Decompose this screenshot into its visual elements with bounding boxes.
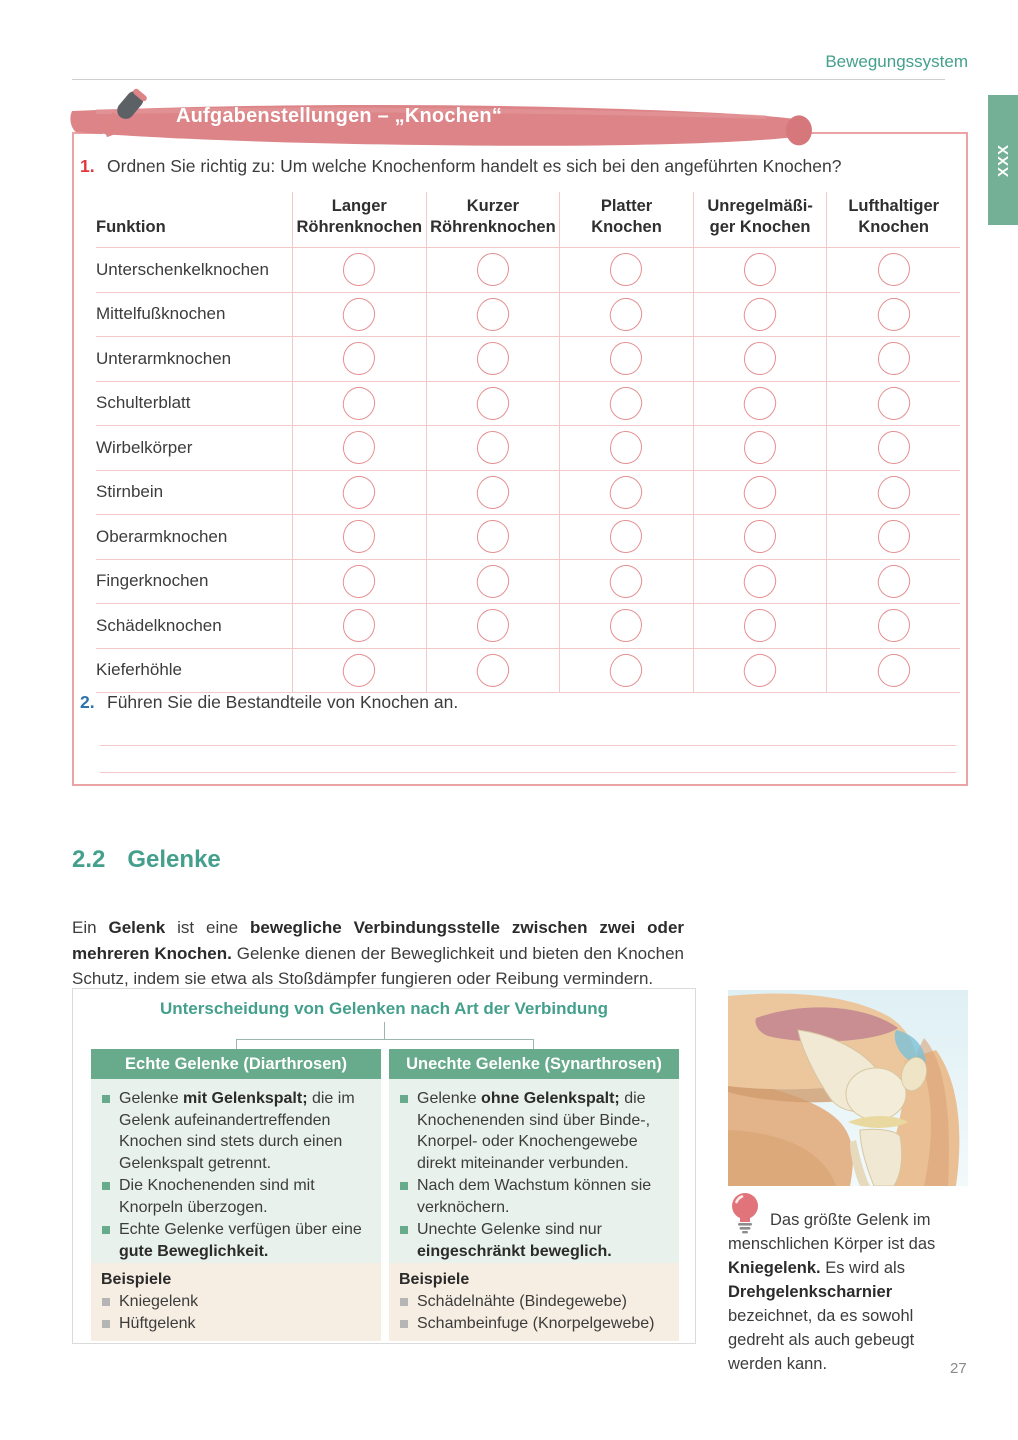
diagram-column-echte-gelenke xyxy=(91,1049,381,1341)
answer-circle[interactable] xyxy=(607,472,646,512)
row-label: Unterarmknochen xyxy=(96,348,232,368)
table-cell xyxy=(559,649,693,693)
table-cell xyxy=(426,293,560,337)
row-label: Stirnbein xyxy=(96,482,164,502)
table-cell xyxy=(292,248,426,292)
column-header: Platter Knochen xyxy=(559,192,693,247)
answer-circle[interactable] xyxy=(473,561,512,601)
table-row xyxy=(96,337,960,382)
table-cell xyxy=(559,515,693,559)
examples-list xyxy=(101,1291,371,1335)
answer-circle[interactable] xyxy=(610,520,642,553)
diagram-column-unechte-gelenke xyxy=(389,1049,679,1341)
answer-circle[interactable] xyxy=(878,609,910,642)
item-text: Gelenke ohne Gelenkspalt; die Knochenenden sind über Binde-, Knorpel- oder Knochengewebe direkt miteinander verbunden. xyxy=(417,1090,651,1172)
table-row xyxy=(96,426,960,471)
square-bullet-icon xyxy=(102,1182,110,1190)
examples-list xyxy=(399,1291,669,1335)
chapter-header: Bewegungssystem xyxy=(825,52,968,71)
column-header: Langer Röhrenknochen xyxy=(292,192,426,247)
table-cell xyxy=(693,426,827,470)
table-cell xyxy=(693,649,827,693)
connector-line xyxy=(384,1022,385,1039)
item-text: Echte Gelenke verfügen über eine gute Beweglichkeit. xyxy=(119,1221,362,1260)
table-row xyxy=(96,248,960,293)
section-intro: Ein Gelenk ist eine bewegliche Verbindungsstelle zwischen zwei oder mehreren Knochen. Gelenke dienen der Beweglichkeit und bieten den Knochen Schutz, indem sie etwa als Stoßdämpfer fungieren oder Reibung vermindern. xyxy=(72,918,685,988)
table-cell xyxy=(426,471,560,515)
table-cell xyxy=(426,560,560,604)
square-bullet-icon xyxy=(102,1095,110,1103)
column-header: Lufthaltiger Knochen xyxy=(826,192,960,247)
table-cell xyxy=(693,560,827,604)
examples-section xyxy=(91,1263,381,1341)
examples-section xyxy=(389,1263,679,1341)
column-header: Kurzer Röhrenknochen xyxy=(426,192,560,247)
table-cell xyxy=(826,649,960,693)
diagram-title: Unterscheidung von Gelenken nach Art der Verbindung xyxy=(159,999,609,1018)
answer-circle[interactable] xyxy=(610,253,642,286)
row-label: Mittelfußknochen xyxy=(96,304,226,324)
answer-circle[interactable] xyxy=(340,561,379,601)
row-label: Kieferhöhle xyxy=(96,660,183,680)
square-bullet-icon xyxy=(400,1095,408,1103)
square-bullet-icon xyxy=(400,1226,408,1234)
table-cell xyxy=(559,248,693,292)
bullet-item xyxy=(399,1219,669,1262)
section-heading xyxy=(72,846,221,874)
question-1 xyxy=(80,156,960,177)
table-cell xyxy=(292,337,426,381)
question-1-number: 1. xyxy=(80,156,95,176)
column-header-funktion: Funktion xyxy=(96,218,166,236)
answer-circle[interactable] xyxy=(744,609,776,642)
table-cell xyxy=(292,649,426,693)
item-text: Nach dem Wachstum können sie verknöchern. xyxy=(417,1177,652,1216)
answer-circle[interactable] xyxy=(874,472,913,512)
answer-circle[interactable] xyxy=(340,383,379,423)
row-label: Fingerknochen xyxy=(96,571,209,591)
bone-table xyxy=(96,192,960,693)
table-header-row xyxy=(96,192,960,248)
table-cell xyxy=(292,604,426,648)
item-text: Die Knochenenden sind mit Knorpeln überzogen. xyxy=(119,1177,315,1216)
square-bullet-icon xyxy=(102,1226,110,1234)
bullet-item xyxy=(101,1219,371,1262)
column-header: Unregelmäßi- ger Knochen xyxy=(693,192,827,247)
chapter-side-tab xyxy=(988,95,1018,225)
example-item xyxy=(101,1291,371,1313)
tip-box xyxy=(728,1192,972,1376)
answer-circle[interactable] xyxy=(610,342,642,375)
answer-line[interactable] xyxy=(100,772,956,773)
lightbulb-icon xyxy=(730,1192,760,1236)
table-cell xyxy=(292,293,426,337)
tip-text: Das größte Gelenk im menschlichen Körper ist das Kniegelenk. Es wird als Drehgelenkscharnier bezeichnet, da es sowohl gedreht als auch gebeugt werden kann. xyxy=(728,1211,936,1373)
answer-circle[interactable] xyxy=(878,253,910,286)
joint-diagram xyxy=(72,988,696,1344)
column-body xyxy=(91,1079,381,1263)
answer-circle[interactable] xyxy=(340,294,379,334)
answer-circle[interactable] xyxy=(874,294,913,334)
table-row xyxy=(96,515,960,560)
answer-circle[interactable] xyxy=(607,650,646,690)
column-body xyxy=(389,1079,679,1263)
answer-circle[interactable] xyxy=(477,520,509,553)
answer-circle[interactable] xyxy=(874,561,913,601)
answer-circle[interactable] xyxy=(744,253,776,286)
answer-circle[interactable] xyxy=(477,431,509,464)
table-cell xyxy=(426,515,560,559)
answer-circle[interactable] xyxy=(744,342,776,375)
examples-label: Beispiele xyxy=(101,1271,172,1288)
question-2-number: 2. xyxy=(80,692,95,712)
table-cell xyxy=(826,560,960,604)
example-item xyxy=(399,1313,669,1335)
table-body xyxy=(96,248,960,693)
answer-circle[interactable] xyxy=(607,561,646,601)
item-text: Unechte Gelenke sind nur eingeschränkt beweglich. xyxy=(417,1221,612,1260)
answer-circle[interactable] xyxy=(343,520,375,553)
table-cell xyxy=(559,382,693,426)
example-item xyxy=(399,1291,669,1313)
row-label: Oberarmknochen xyxy=(96,526,228,546)
bullet-item xyxy=(399,1175,669,1218)
answer-circle[interactable] xyxy=(878,520,910,553)
item-text: Schambeinfuge (Knorpelgewebe) xyxy=(417,1315,655,1332)
table-row xyxy=(96,382,960,427)
table-cell xyxy=(826,426,960,470)
page-number: 27 xyxy=(950,1360,967,1377)
item-text: Hüftgelenk xyxy=(119,1315,196,1332)
table-cell xyxy=(426,604,560,648)
table-cell xyxy=(826,515,960,559)
table-row xyxy=(96,471,960,516)
table-cell xyxy=(826,293,960,337)
square-bullet-icon xyxy=(102,1298,110,1306)
table-cell xyxy=(826,471,960,515)
answer-circle[interactable] xyxy=(343,253,375,286)
answer-circle[interactable] xyxy=(874,383,913,423)
square-bullet-icon xyxy=(400,1298,408,1306)
table-cell xyxy=(426,248,560,292)
answer-circle[interactable] xyxy=(343,609,375,642)
table-cell xyxy=(693,604,827,648)
table-cell xyxy=(559,293,693,337)
table-cell xyxy=(426,649,560,693)
square-bullet-icon xyxy=(400,1182,408,1190)
answer-circle[interactable] xyxy=(473,383,512,423)
row-label: Wirbelkörper xyxy=(96,437,193,457)
question-1-text: Ordnen Sie richtig zu: Um welche Knochenform handelt es sich bei den angeführten Knochen? xyxy=(107,156,842,176)
question-2-text: Führen Sie die Bestandteile von Knochen an. xyxy=(107,692,459,712)
table-cell xyxy=(693,515,827,559)
square-bullet-icon xyxy=(102,1320,110,1328)
column-header-echte-gelenke: Echte Gelenke (Diarthrosen) xyxy=(91,1049,381,1079)
answer-circle[interactable] xyxy=(340,472,379,512)
answer-circle[interactable] xyxy=(741,561,780,601)
answer-circle[interactable] xyxy=(741,383,780,423)
answer-circle[interactable] xyxy=(473,294,512,334)
bullet-item xyxy=(399,1088,669,1174)
table-cell xyxy=(559,337,693,381)
section-number: 2.2 xyxy=(72,846,106,873)
answer-circle[interactable] xyxy=(744,431,776,464)
column-header-unechte-gelenke: Unechte Gelenke (Synarthrosen) xyxy=(389,1049,679,1079)
table-cell xyxy=(426,426,560,470)
item-text: Schädelnähte (Bindegewebe) xyxy=(417,1292,627,1310)
table-cell xyxy=(426,337,560,381)
row-label: Unterschenkelknochen xyxy=(96,259,269,279)
table-cell xyxy=(693,293,827,337)
table-cell xyxy=(559,604,693,648)
answer-circle[interactable] xyxy=(473,472,512,512)
answer-circle[interactable] xyxy=(741,650,780,690)
table-row xyxy=(96,649,960,694)
table-cell xyxy=(826,604,960,648)
answer-circle[interactable] xyxy=(878,431,910,464)
table-cell xyxy=(693,382,827,426)
pencil-icon xyxy=(80,86,160,156)
bullet-item xyxy=(101,1175,371,1218)
table-cell xyxy=(292,515,426,559)
row-label: Schädelknochen xyxy=(96,615,222,635)
answer-circle[interactable] xyxy=(477,609,509,642)
table-row xyxy=(96,560,960,605)
answer-line[interactable] xyxy=(100,745,956,746)
answer-circle[interactable] xyxy=(340,650,379,690)
table-cell xyxy=(292,426,426,470)
table-cell xyxy=(826,382,960,426)
table-cell xyxy=(826,337,960,381)
answer-circle[interactable] xyxy=(610,609,642,642)
answer-circle[interactable] xyxy=(343,431,375,464)
table-row xyxy=(96,604,960,649)
table-cell xyxy=(559,426,693,470)
table-cell xyxy=(826,248,960,292)
table-cell xyxy=(559,471,693,515)
table-cell xyxy=(292,471,426,515)
answer-circle[interactable] xyxy=(878,342,910,375)
answer-circle[interactable] xyxy=(741,472,780,512)
table-cell xyxy=(292,382,426,426)
answer-circle[interactable] xyxy=(741,294,780,334)
item-text: Gelenke mit Gelenkspalt; die im Gelenk aufeinandertreffenden Knochen sind stets durch einen Gelenkspalt getrennt. xyxy=(119,1090,355,1172)
knee-illustration xyxy=(728,990,968,1186)
answer-circle[interactable] xyxy=(610,431,642,464)
answer-circle[interactable] xyxy=(343,342,375,375)
answer-circle[interactable] xyxy=(607,294,646,334)
bullet-item xyxy=(101,1088,371,1174)
section-title: Gelenke xyxy=(127,846,221,873)
answer-circle[interactable] xyxy=(477,342,509,375)
answer-circle[interactable] xyxy=(744,520,776,553)
banner-title: Aufgabenstellungen – „Knochen“ xyxy=(176,105,503,127)
answer-circle[interactable] xyxy=(874,650,913,690)
side-tab-label: XXX xyxy=(994,143,1012,177)
answer-circle[interactable] xyxy=(473,650,512,690)
header-divider xyxy=(72,79,945,80)
table-cell xyxy=(693,337,827,381)
answer-circle[interactable] xyxy=(607,383,646,423)
table-cell xyxy=(292,560,426,604)
examples-label: Beispiele xyxy=(399,1271,470,1288)
table-row xyxy=(96,293,960,338)
example-item xyxy=(101,1313,371,1335)
table-cell xyxy=(693,471,827,515)
row-label: Schulterblatt xyxy=(96,393,191,413)
table-cell xyxy=(426,382,560,426)
table-cell xyxy=(693,248,827,292)
square-bullet-icon xyxy=(400,1320,408,1328)
question-2 xyxy=(80,692,960,713)
table-cell xyxy=(559,560,693,604)
answer-circle[interactable] xyxy=(477,253,509,286)
item-text: Kniegelenk xyxy=(119,1292,199,1310)
